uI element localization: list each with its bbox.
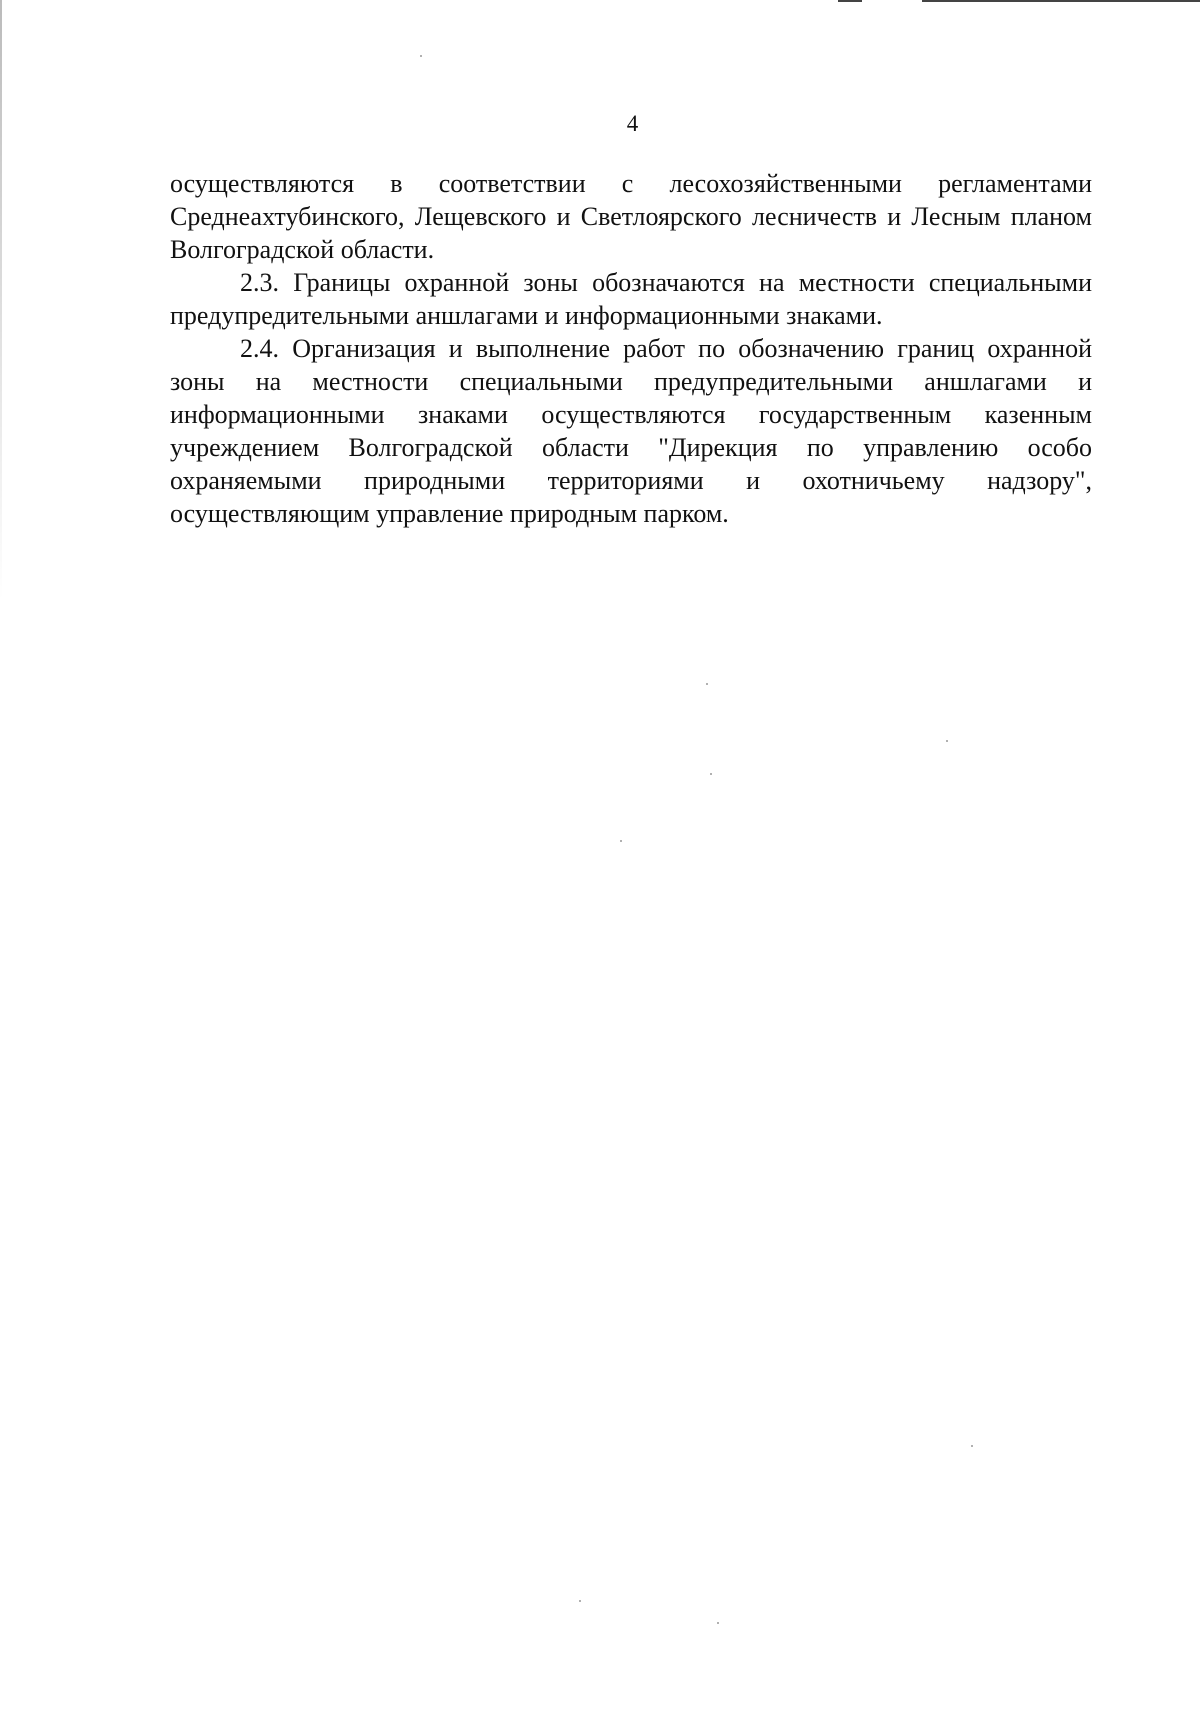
paragraph-2-3: 2.3. Границы охранной зоны обозначаются на местности специальными предупредительными аншлагами и информационными знаками. xyxy=(170,268,1092,330)
scan-artifact-line xyxy=(922,0,1200,2)
scan-speck xyxy=(971,1445,973,1447)
scan-speck xyxy=(620,840,622,842)
scan-speck xyxy=(946,740,948,742)
scan-speck xyxy=(710,773,712,775)
scan-artifact-line xyxy=(838,0,862,2)
scan-artifact-edge xyxy=(0,0,2,600)
scan-speck xyxy=(579,1600,581,1602)
paragraph-2-4: 2.4. Организация и выполнение работ по обозначению границ охранной зоны на местности специальными предупредительными аншлагами и информационными знаками осуществляются государственным казенным учреждением Волгоградской области "Дирекция по управлению особо охраняемыми природными территориями и охотничьему надзору", осуществляющим управление природным парком. xyxy=(170,334,1092,528)
scan-speck xyxy=(717,1622,719,1624)
scan-speck xyxy=(706,683,708,685)
scan-speck xyxy=(420,55,422,57)
page-number: 4 xyxy=(626,111,639,136)
paragraph-continuation: осуществляются в соответствии с лесохозяйственными регламентами Среднеахтубинского, Лещевского и Светлоярского лесничеств и Лесным планом Волгоградской области. xyxy=(170,169,1092,264)
document-body xyxy=(170,167,1092,530)
